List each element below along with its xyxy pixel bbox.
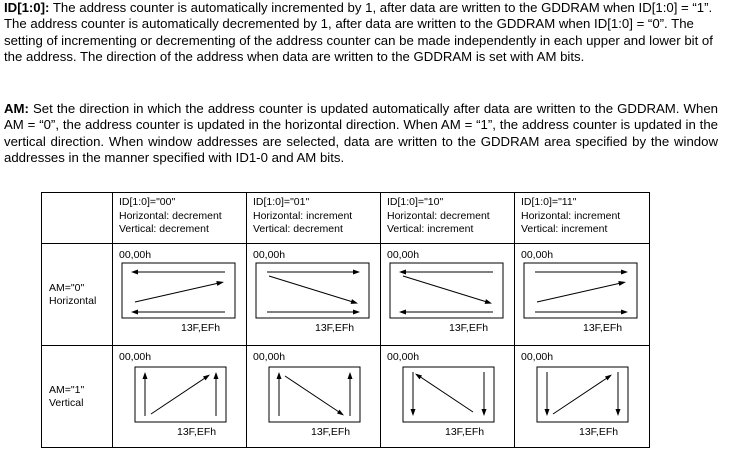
end-address-label: 13F,EFh [315, 322, 355, 334]
am-paragraph: Set the direction in which the address counter is updated automatically after data are written to the GDDRAM. When AM = “0”, the address counter is updated in the horizontal direction. When AM = “1”, the address counter is updated in the vertical direction. When window addresses are selected, data are written to the GDDRAM area specified by the window addresses in the manner specified with [4, 101, 718, 166]
header-horizontal-label: Horizontal: increment [253, 209, 353, 222]
start-address-label: 00,00h [119, 351, 152, 363]
end-address-label: 13F,EFh [181, 322, 221, 334]
header-cell-00 [113, 193, 247, 244]
row-direction-label: Horizontal [49, 294, 97, 307]
header-vertical-label: Vertical: decrement [253, 223, 343, 235]
table-header-row [42, 193, 650, 244]
am-heading: AM: [4, 101, 29, 116]
horizontal-decrement-scan-diagram [113, 244, 246, 345]
header-vertical-label: Vertical: increment [521, 223, 608, 235]
end-address-label: 13F,EFh [445, 426, 485, 438]
diagram-cell-am0-00 [113, 244, 247, 346]
end-address-label: 13F,EFh [579, 426, 619, 438]
diagram-cell-am1-10 [381, 346, 515, 448]
diagram-cell-am1-01 [247, 346, 381, 448]
horizontal-increment-scan-diagram [247, 244, 380, 345]
row-label-am0 [42, 244, 113, 346]
am-description [4, 101, 718, 167]
end-address-label: 13F,EFh [311, 426, 351, 438]
header-cell-10 [381, 193, 515, 244]
header-id-label: ID[1:0]="11" [521, 196, 577, 208]
address-direction-table [41, 192, 650, 448]
horizontal-increment-vertical-increment-scan-diagram [515, 244, 649, 345]
row-label-am1 [42, 346, 113, 448]
start-address-label: 00,00h [253, 249, 286, 261]
header-cell-11 [515, 193, 650, 244]
id-heading: ID[1:0]: [4, 0, 50, 15]
header-empty-cell [42, 193, 113, 244]
end-address-label: 13F,EFh [177, 426, 217, 438]
table-row-am1 [42, 346, 650, 448]
diagram-cell-am0-01 [247, 244, 381, 346]
start-address-label: 00,00h [387, 249, 420, 261]
table-row-am0 [42, 244, 650, 346]
header-id-label: ID[1:0]="01" [253, 196, 310, 208]
header-horizontal-label: Horizontal: decrement [387, 209, 490, 222]
header-vertical-label: Vertical: decrement [119, 223, 209, 235]
row-direction-label: Vertical [49, 396, 84, 409]
start-address-label: 00,00h [253, 351, 286, 363]
horizontal-decrement-vertical-increment-scan-diagram [381, 244, 514, 345]
id-description [4, 0, 718, 66]
start-address-label: 00,00h [521, 249, 554, 261]
row-am-label: AM="0" [49, 281, 85, 294]
diagram-cell-am0-11 [515, 244, 650, 346]
diagram-cell-am1-00 [113, 346, 247, 448]
header-id-label: ID[1:0]="00" [119, 196, 176, 208]
header-horizontal-label: Horizontal: increment [521, 209, 621, 222]
diagram-cell-am0-10 [381, 244, 515, 346]
header-cell-01 [247, 193, 381, 244]
start-address-label: 00,00h [521, 351, 554, 363]
header-id-label: ID[1:0]="10" [387, 196, 444, 208]
start-address-label: 00,00h [119, 249, 152, 261]
id-paragraph: The address counter is automatically incremented by 1, after data are written to the GDDRAM when ID[1:0] = “1”. The address counter is automatically decremented by 1, after data are written to the GDDRAM when ID[1:0] = “0”. The setting of incrementing or decrementing of the address counter can be made independently in each upper and lower bit of the address. The direction of the address when data are written to the GDDRAM is set with AM bits. [4, 0, 713, 65]
diagram-cell-am1-11 [515, 346, 650, 448]
am-paragraph-end: ID1-0 and AM bits. [235, 150, 345, 166]
row-am-label: AM="1" [49, 383, 85, 396]
start-address-label: 00,00h [387, 351, 420, 363]
end-address-label: 13F,EFh [583, 322, 623, 334]
header-horizontal-label: Horizontal: decrement [119, 209, 222, 222]
end-address-label: 13F,EFh [449, 322, 489, 334]
header-vertical-label: Vertical: increment [387, 223, 474, 235]
